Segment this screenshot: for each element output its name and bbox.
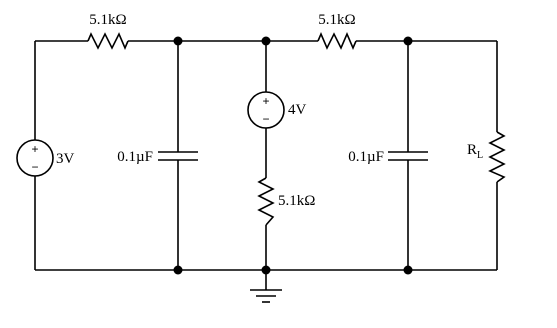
capacitor-right <box>348 149 428 165</box>
resistor-top-right-label: 5.1kΩ <box>318 12 356 28</box>
capacitor-left-label: 0.1µF <box>117 149 153 165</box>
ground-symbol <box>250 290 282 302</box>
resistor-top-left-label: 5.1kΩ <box>89 12 127 28</box>
capacitor-right-label: 0.1µF <box>348 149 384 165</box>
load-resistor <box>467 132 504 182</box>
load-resistor-label: $R_L$ <box>467 142 484 161</box>
voltage-source-mid <box>248 92 307 128</box>
source-mid-label: 4V <box>288 102 307 118</box>
voltage-source-left <box>17 140 75 176</box>
source-left-minus: − <box>31 160 39 174</box>
source-mid-plus: + <box>262 94 270 108</box>
source-left-label: 3V <box>56 151 75 167</box>
resistor-mid <box>259 178 315 225</box>
wires <box>35 41 497 290</box>
capacitor-left <box>117 149 198 165</box>
resistor-mid-label: 5.1kΩ <box>278 193 316 209</box>
source-mid-minus: − <box>262 112 270 126</box>
resistor-top-left <box>88 12 128 48</box>
source-left-plus: + <box>31 142 39 156</box>
resistor-top-right <box>318 12 356 48</box>
